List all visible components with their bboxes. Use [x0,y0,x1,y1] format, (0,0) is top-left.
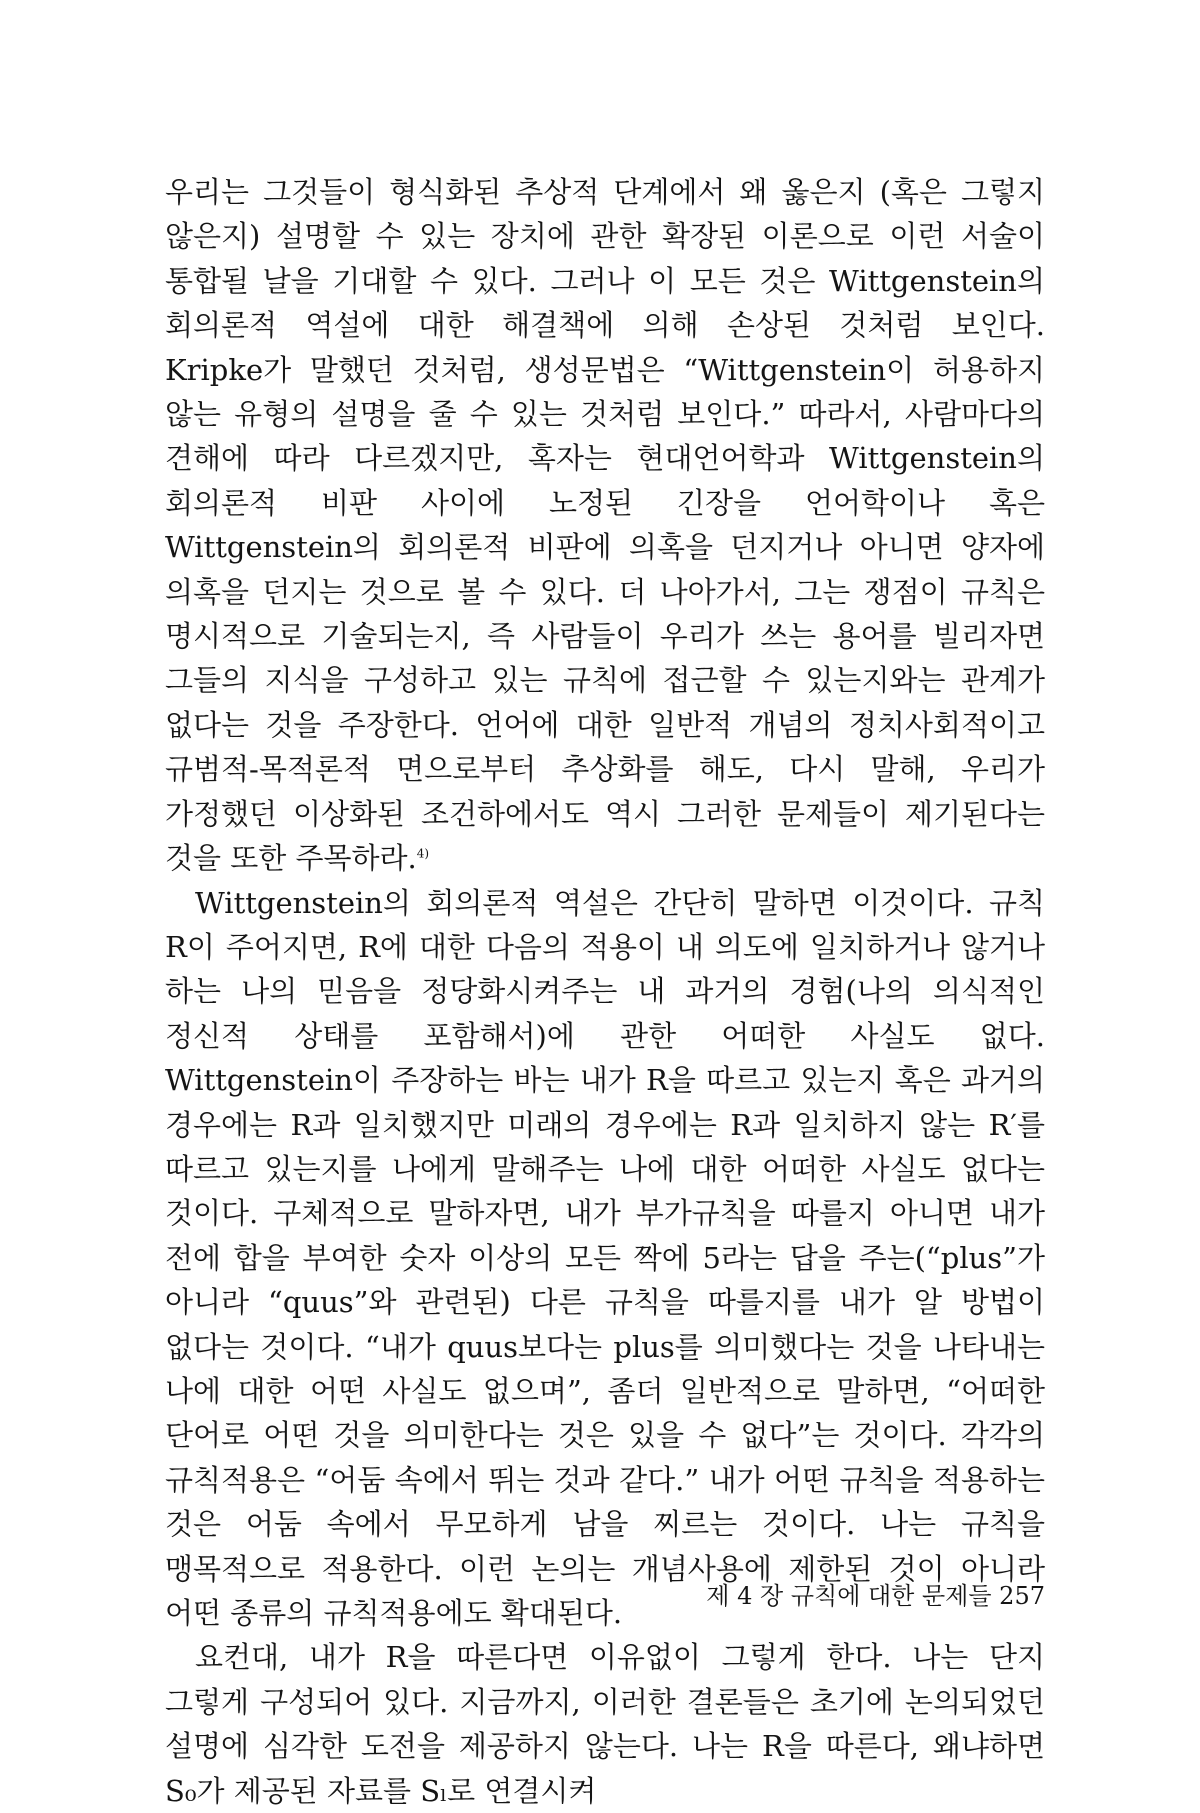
paragraph-1 [165,170,1045,881]
paragraph-3-text: 요컨대, 내가 R을 따른다면 이유없이 그렇게 한다. 나는 단지 그렇게 구성되어 있다. 지금까지, 이러한 결론들은 초기에 논의되었던 설명에 심각한 도전을 제공하지 않는다. 나는 R을 따른다, 왜냐하면 S₀가 제공된 자료를 Sₗ로 연결시켜 [165,1640,1045,1808]
paragraph-1-text: 우리는 그것들이 형식화된 추상적 단계에서 왜 옳은지 (혹은 그렇지 않은지) 설명할 수 있는 장치에 관한 확장된 이론으로 이런 서술이 통합될 날을 기대할 수 있다. 그러나 이 모든 것은 Wittgenstein의 회의론적 역설에 대한 해결책에 의해 손상된 것처럼 보인다. Kripke가 말했던 것처럼, 생성문법은 “Wittgenstein이 허용하지 않는 유형의 설명을 줄 수 있는 것처럼 보인다.” 따라서, 사람마다의 견해에 따라 다르겠지만, 혹자는 현대언어학과 Wittgenstein의 회의론적 비판 사이에 노정된 긴장을 언어학이나 혹은 Wittgenstein의 회의론적 비판에 의혹을 던지거나 아니면 양자에 의혹을 던지는 것으로 볼 수 있다. 더 나아가서, 그는 쟁점이 규칙은 명시적으로 기술되는지, 즉 사람들이 우리가 쓰는 용어를 빌리자면 그들의 지식을 구성하고 있는 규칙에 접근할 수 있는지와는 관계가 없다는 것을 주장한다. 언어에 대한 일반적 개념의 정치사회적이고 규범적-목적론적 면으로부터 추상화를 해도, 다시 말해, 우리가 가정했던 이상화된 조건하에서도 역시 그러한 문제들이 제기된다는 것을 또한 주목하라. [165,175,1045,876]
paragraph-2-text: Wittgenstein의 회의론적 역설은 간단히 말하면 이것이다. 규칙 R이 주어지면, R에 대한 다음의 적용이 내 의도에 일치하거나 않거나 하는 나의 믿음을 정당화시켜주는 내 과거의 경험(나의 의식적인 정신적 상태를 포함해서)에 관한 어떠한 사실도 없다. Wittgenstein이 주장하는 바는 내가 R을 따르고 있는지 혹은 과거의 경우에는 R과 일치했지만 미래의 경우에는 R과 일치하지 않는 R′를 따르고 있는지를 나에게 말해주는 나에 대한 어떠한 사실도 없다는 것이다. 구체적으로 말하자면, 내가 부가규칙을 따를지 아니면 내가 전에 합을 부여한 숫자 이상의 모든 짝에 5라는 답을 주는(“plus”가 아니라 “quus”와 관련된) 다른 규칙을 따를지를 내가 알 방법이 없다는 것이다. “내가 quus보다는 plus를 의미했다는 것을 나타내는 나에 대한 어떤 사실도 없으며”, 좀더 일반적으로 말하면, “어떠한 단어로 어떤 것을 의미한다는 것은 있을 수 없다”는 것이다. 각각의 규칙적용은 “어둠 속에서 뛰는 것과 같다.” 내가 어떤 규칙을 적용하는 것은 어둠 속에서 무모하게 남을 찌르는 것이다. 나는 규칙을 맹목적으로 적용한다. 이런 논의는 개념사용에 제한된 것이 아니라 어떤 종류의 규칙적용에도 확대된다. [165,885,1045,1630]
footnote-marker: 4) [416,846,430,861]
paragraph-3 [165,1635,1045,1813]
running-footer: 제 4 장 규칙에 대한 문제들 257 [706,1582,1045,1610]
paragraph-2 [165,881,1045,1636]
body-text [165,170,1045,1813]
